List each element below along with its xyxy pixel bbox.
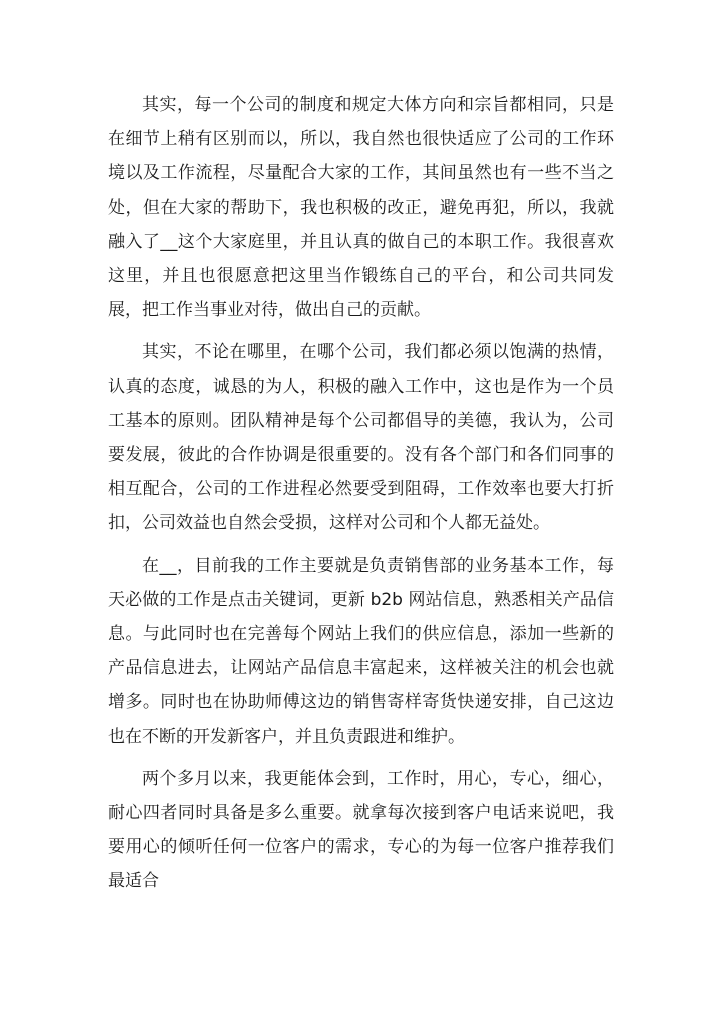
paragraph-3: 在__，目前我的工作主要就是负责销售部的业务基本工作，每天必做的工作是点击关键词，更新 b2b 网站信息，熟悉相关产品信息。与此同时也在完善每个网站上我们的供应信息，添加一些新的产品信息进去，让网站产品信息丰富起来，这样被关注的机会也就增多。同时也在协助师傅这边的销售寄样寄货快递安排，自己这边也在不断的开发新客户，并且负责跟进和维护。 [108, 555, 614, 747]
document-body [108, 88, 614, 907]
paragraph-1: 其实，每一个公司的制度和规定大体方向和宗旨都相同，只是在细节上稍有区别而以，所以，我自然也很快适应了公司的工作环境以及工作流程，尽量配合大家的工作，其间虽然也有一些不当之处，但在大家的帮助下，我也积极的改正，避免再犯，所以，我就融入了__这个大家庭里，并且认真的做自己的本职工作。我很喜欢这里，并且也很愿意把这里当作锻练自己的平台，和公司共同发展，把工作当事业对待，做出自己的贡献。 [108, 95, 614, 321]
paragraph-4: 两个多月以来，我更能体会到，工作时，用心，专心，细心，耐心四者同时具备是多么重要。就拿每次接到客户电话来说吧，我要用心的倾听任何一位客户的需求，专心的为每一位客户推荐我们最适合 [108, 768, 614, 892]
paragraph-2: 其实，不论在哪里，在哪个公司，我们都必须以饱满的热情，认真的态度，诚恳的为人，积极的融入工作中，这也是作为一个员工基本的原则。团队精神是每个公司都倡导的美德，我认为，公司要发展，彼此的合作协调是很重要的。没有各个部门和各们同事的相互配合，公司的工作进程必然要受到阻碍，工作效率也要大打折扣，公司效益也自然会受损，这样对公司和个人都无益处。 [108, 342, 614, 534]
